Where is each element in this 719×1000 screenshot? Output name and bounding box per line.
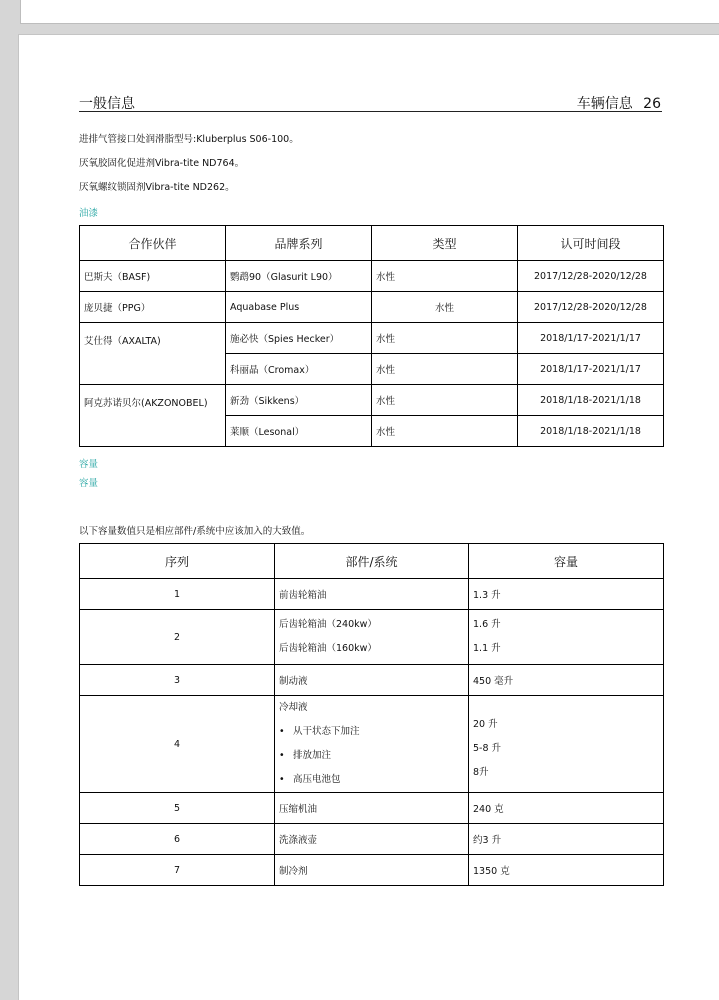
seq-cell: 3 bbox=[80, 665, 275, 696]
header-right-title: 车辆信息 bbox=[576, 96, 633, 112]
brand-cell: 莱顺（Lesonal） bbox=[226, 416, 372, 447]
table-row bbox=[80, 696, 664, 793]
header-rule bbox=[79, 111, 662, 112]
column-header: 部件/系统 bbox=[275, 544, 469, 579]
capacity-cell: 240 克 bbox=[469, 793, 664, 824]
seq-cell: 2 bbox=[80, 610, 275, 665]
type-cell: 水性 bbox=[372, 261, 518, 292]
brand-cell: 科丽晶（Cromax） bbox=[226, 354, 372, 385]
capacity-cell bbox=[469, 696, 664, 793]
table-row bbox=[80, 261, 664, 292]
column-header: 类型 bbox=[372, 226, 518, 261]
period-cell: 2017/12/28-2020/12/28 bbox=[518, 292, 664, 323]
type-cell: 水性 bbox=[372, 354, 518, 385]
period-cell: 2018/1/18-2021/1/18 bbox=[518, 385, 664, 416]
period-cell: 2018/1/17-2021/1/17 bbox=[518, 354, 664, 385]
period-cell: 2017/12/28-2020/12/28 bbox=[518, 261, 664, 292]
section-heading-capacity-repeat: 容量 bbox=[79, 478, 99, 489]
paragraph-anaerobic-promoter: 厌氧胶固化促进剂Vibra-tite ND764。 bbox=[79, 158, 245, 169]
brand-cell: 鹦鹉90（Glasurit L90） bbox=[226, 261, 372, 292]
table-row bbox=[80, 793, 664, 824]
bullet-item bbox=[279, 720, 464, 744]
capacity-cell: 1.3 升 bbox=[469, 579, 664, 610]
part-line: 后齿轮箱油（160kw） bbox=[279, 643, 377, 654]
column-header: 认可时间段 bbox=[518, 226, 664, 261]
part-cell bbox=[275, 610, 469, 665]
bullet-text: 从干状态下加注 bbox=[293, 726, 360, 737]
bullet-text: 高压电池包 bbox=[293, 774, 341, 785]
column-header: 合作伙伴 bbox=[80, 226, 226, 261]
capacity-line: 8升 bbox=[473, 767, 489, 778]
capacity-table bbox=[79, 543, 664, 886]
type-cell: 水性 bbox=[372, 323, 518, 354]
paint-table-header-row bbox=[80, 226, 664, 261]
part-line: 冷却液 bbox=[279, 702, 308, 713]
part-cell: 压缩机油 bbox=[275, 793, 469, 824]
capacity-cell: 约3 升 bbox=[469, 824, 664, 855]
capacity-line: 1.6 升 bbox=[473, 619, 501, 630]
section-heading-paint: 油漆 bbox=[79, 208, 99, 219]
part-cell bbox=[275, 696, 469, 793]
period-cell: 2018/1/18-2021/1/18 bbox=[518, 416, 664, 447]
seq-cell: 5 bbox=[80, 793, 275, 824]
section-heading-capacity: 容量 bbox=[79, 459, 99, 470]
paint-table bbox=[79, 225, 664, 447]
seq-cell: 1 bbox=[80, 579, 275, 610]
bullet-icon: • bbox=[279, 750, 285, 761]
partner-cell: 阿克苏诺贝尔(AKZONOBEL) bbox=[80, 385, 226, 447]
paragraph-lubricant: 进排气管接口处润滑脂型号:Kluberplus S06-100。 bbox=[79, 134, 299, 145]
capacity-note: 以下容量数值只是相应部件/系统中应该加入的大致值。 bbox=[79, 526, 311, 537]
partner-cell: 庞贝捷（PPG） bbox=[80, 292, 226, 323]
column-header: 容量 bbox=[469, 544, 664, 579]
table-row bbox=[80, 323, 664, 354]
type-cell: 水性 bbox=[372, 292, 518, 323]
table-row bbox=[80, 610, 664, 665]
brand-cell: 新劲（Sikkens） bbox=[226, 385, 372, 416]
capacity-line: 20 升 bbox=[473, 719, 498, 730]
bullet-icon: • bbox=[279, 726, 285, 737]
seq-cell: 6 bbox=[80, 824, 275, 855]
table-row bbox=[80, 824, 664, 855]
type-cell: 水性 bbox=[372, 385, 518, 416]
document-page bbox=[18, 34, 719, 1000]
capacity-cell: 1350 克 bbox=[469, 855, 664, 886]
capacity-line: 1.1 升 bbox=[473, 643, 501, 654]
capacity-line: 5-8 升 bbox=[473, 743, 502, 754]
header-left-title: 一般信息 bbox=[79, 96, 135, 112]
capacity-table-header-row bbox=[80, 544, 664, 579]
bullet-item bbox=[279, 744, 464, 768]
part-cell: 前齿轮箱油 bbox=[275, 579, 469, 610]
partner-cell: 巴斯夫（BASF) bbox=[80, 261, 226, 292]
type-cell: 水性 bbox=[372, 416, 518, 447]
brand-cell: Aquabase Plus bbox=[226, 292, 372, 323]
brand-cell: 施必快（Spies Hecker） bbox=[226, 323, 372, 354]
page-number: 26 bbox=[643, 96, 661, 112]
period-cell: 2018/1/17-2021/1/17 bbox=[518, 323, 664, 354]
table-row bbox=[80, 665, 664, 696]
table-row bbox=[80, 292, 664, 323]
part-cell: 制动液 bbox=[275, 665, 469, 696]
table-row bbox=[80, 579, 664, 610]
column-header: 品牌系列 bbox=[226, 226, 372, 261]
previous-page-edge bbox=[20, 0, 719, 24]
capacity-cell bbox=[469, 610, 664, 665]
bullet-text: 排放加注 bbox=[293, 750, 332, 761]
part-line: 后齿轮箱油（240kw） bbox=[279, 619, 377, 630]
part-cell: 洗涤液壶 bbox=[275, 824, 469, 855]
bullet-item bbox=[279, 768, 464, 792]
seq-cell: 7 bbox=[80, 855, 275, 886]
seq-cell: 4 bbox=[80, 696, 275, 793]
capacity-cell: 450 毫升 bbox=[469, 665, 664, 696]
table-row bbox=[80, 385, 664, 416]
partner-cell: 艾仕得（AXALTA) bbox=[80, 323, 226, 385]
header-right bbox=[577, 93, 661, 113]
part-cell: 制冷剂 bbox=[275, 855, 469, 886]
table-row bbox=[80, 855, 664, 886]
paragraph-threadlocker: 厌氧螺纹锁固剂Vibra-tite ND262。 bbox=[79, 182, 235, 193]
column-header: 序列 bbox=[80, 544, 275, 579]
bullet-icon: • bbox=[279, 774, 285, 785]
